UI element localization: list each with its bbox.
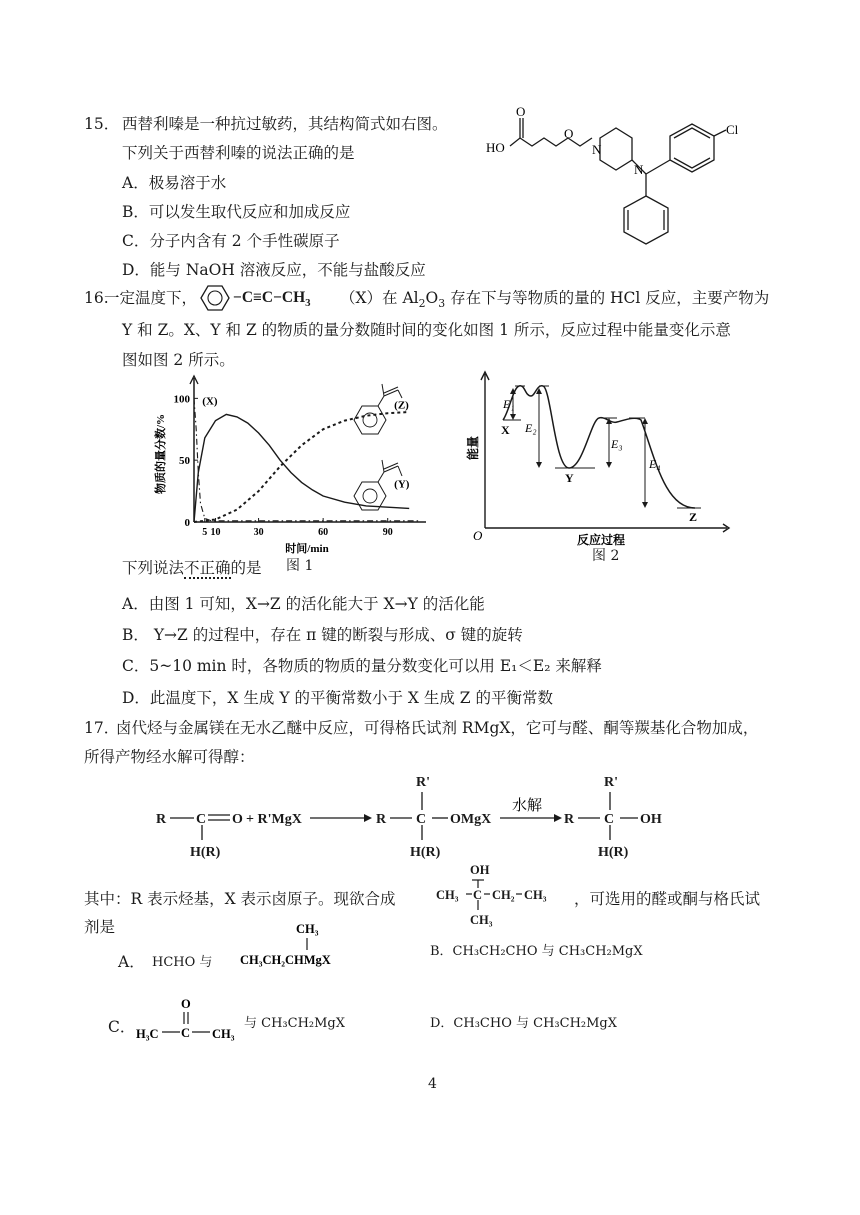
- target-ch3-bottom: CH₃: [470, 913, 493, 927]
- fig1-x-tick-label: 5: [202, 527, 208, 538]
- option-c-ch3: CH₃: [212, 1027, 235, 1041]
- fig1-x-tick-label: 60: [318, 527, 329, 538]
- option-c-h3c: H₃C: [136, 1027, 159, 1041]
- q15-option-b: B．可以发生取代反应和加成反应: [122, 203, 351, 221]
- scheme-c3: C: [604, 812, 615, 827]
- scheme-rprime3: R': [604, 775, 618, 790]
- scheme-reagent: + R'MgX: [246, 812, 302, 827]
- q17-option-d: D．CH₃CHO 与 CH₃CH₂MgX: [430, 1016, 618, 1031]
- figure-2-energy-diagram: [465, 368, 735, 558]
- fig1-y-tick-label: 0: [184, 517, 190, 529]
- scheme-hr2: H(R): [410, 845, 441, 860]
- q17-number: 17．: [84, 719, 120, 737]
- fig1-y-tick-label: 100: [173, 393, 190, 406]
- scheme-oh: OH: [640, 812, 662, 827]
- fig1-x-tick-label: 30: [253, 527, 264, 538]
- target-oh: OH: [470, 863, 490, 877]
- page-number: 4: [428, 1076, 437, 1092]
- figure-1-chart: [150, 370, 450, 560]
- target-ch3-left: CH₃: [436, 888, 459, 902]
- fig1-series-x: [194, 395, 420, 520]
- fig1-x-tick-label: 90: [382, 527, 393, 538]
- scheme-o1: O: [232, 812, 243, 827]
- q16-option-d: D．此温度下，X 生成 Y 的平衡常数小于 X 生成 Z 的平衡常数: [122, 689, 553, 707]
- cl-label: Cl: [726, 122, 739, 137]
- option-c-c: C: [181, 1026, 191, 1040]
- scheme-c2: C: [416, 812, 427, 827]
- fig1-ylabel: 物质的量分数/%: [155, 413, 167, 495]
- scheme-hydrolysis: 水解: [512, 798, 543, 814]
- carbonyl-o-label: O: [516, 104, 526, 119]
- scheme-rprime2: R': [416, 775, 430, 790]
- grignard-reaction-scheme: [150, 768, 710, 868]
- n2-label: N: [634, 162, 644, 177]
- fig1-y-tick-label: 50: [179, 455, 190, 468]
- q15-stem-line1: 西替利嗪是一种抗过敏药，其结构简式如右图。: [122, 115, 448, 133]
- scheme-c1: C: [196, 812, 207, 827]
- target-ch2: CH₂: [492, 888, 515, 902]
- q16-intro-b: （X）在 $Al_2O_3$ 存在下与等物质的量的 HCl 反应，主要产物为: [340, 289, 770, 311]
- fig1-x-tick-label: 10: [210, 527, 221, 538]
- q17-target-line2: 剂是: [84, 918, 116, 936]
- option-a-molecule: [238, 918, 368, 978]
- scheme-hr1: H(R): [190, 845, 221, 860]
- dotted-emphasis: 不正确: [184, 559, 231, 577]
- fig2-e1-label: E₁: [503, 397, 515, 411]
- fig2-x-label: X: [501, 423, 510, 437]
- scheme-r3: R: [564, 812, 575, 827]
- q15-option-d: D．能与 NaOH 溶液反应，不能与盐酸反应: [122, 261, 426, 279]
- fig1-series-z: [194, 412, 409, 522]
- fig2-y-label: Y: [565, 471, 574, 485]
- q16-option-c: C．5~10 min 时，各物质的物质的量分数变化可以用 E₁＜E₂ 来解释: [122, 657, 602, 675]
- option-a-ch3-top: CH₃: [296, 922, 319, 936]
- q17-line1: 卤代烃与金属镁在无水乙醚中反应，可得格氏试剂 RMgX，它可与醛、酮等羰基化合物加成，: [116, 719, 759, 737]
- fig2-e3-label: E₃: [611, 437, 623, 451]
- scheme-r1: R: [156, 812, 167, 827]
- q16-x-formula: $-C\equiv C-CH_3$: [233, 289, 311, 310]
- scheme-r2: R: [376, 812, 387, 827]
- q16-number: 16.: [84, 289, 109, 307]
- option-c-o: O: [181, 997, 191, 1011]
- ether-o-label: O: [564, 126, 574, 141]
- q16-question: 下列说法不正确的是: [122, 559, 262, 577]
- q17-option-a-text: HCHO 与: [152, 955, 213, 970]
- q16-intro-a: 一定温度下，: [104, 289, 198, 307]
- q16-option-b: B． Y→Z 的过程中，存在 π 键的断裂与形成、σ 键的旋转: [122, 626, 523, 644]
- q17-option-a-label: A．: [118, 953, 145, 971]
- fig2-origin-label: O: [473, 528, 483, 543]
- q17-target-prefix: 其中：R 表示烃基，X 表示卤原子。现欲合成: [84, 890, 396, 908]
- q17-option-b: B．CH₃CH₂CHO 与 CH₃CH₂MgX: [430, 944, 643, 959]
- option-a-main: CH₃CH₂CHMgX: [240, 953, 331, 967]
- target-c: C: [473, 888, 483, 902]
- fig2-e4-label: E₄: [649, 457, 661, 471]
- fig2-ylabel: 能量: [466, 435, 480, 460]
- q17-target-suffix: ，可选用的醛或酮与格氏试: [574, 890, 761, 908]
- q15-stem-line2: 下列关于西替利嗪的说法正确的是: [122, 144, 355, 162]
- fig1-xlabel: 时间/min: [285, 543, 329, 555]
- option-c-acetone: [134, 996, 244, 1046]
- fig2-xlabel: 反应过程: [577, 533, 626, 547]
- fig1-series-y: [194, 414, 409, 522]
- fig1-caption: 图 1: [286, 558, 314, 574]
- q16-line2: Y 和 Z。X、Y 和 Z 的物质的量分数随时间的变化如图 1 所示，反应过程中能量变化示意: [122, 321, 731, 339]
- q15-option-c: C．分子内含有 2 个手性碳原子: [122, 232, 340, 250]
- q15-number: 15．: [84, 115, 120, 133]
- fig2-e2-label: E₂: [525, 421, 537, 435]
- target-ch3-right: CH₃: [524, 888, 547, 902]
- fig2-z-label: Z: [689, 510, 698, 524]
- scheme-hr3: H(R): [598, 845, 629, 860]
- fig1-label-x: (X): [202, 395, 218, 408]
- target-molecule: [432, 858, 572, 938]
- cetirizine-structure: [480, 98, 770, 248]
- benzene-ring-icon: [197, 283, 233, 313]
- n1-label: N: [592, 142, 602, 157]
- q17-option-c-label: C．: [108, 1018, 136, 1036]
- fig1-label-y: (Y): [394, 478, 410, 491]
- scheme-omgx: OMgX: [450, 812, 492, 827]
- fig2-caption: 图 2: [592, 548, 620, 564]
- q17-option-c-text: 与 CH₃CH₂MgX: [244, 1016, 346, 1031]
- ho-label: HO: [486, 140, 505, 155]
- q16-line3: 图如图 2 所示。: [122, 351, 235, 369]
- q15-option-a: A．极易溶于水: [122, 174, 227, 192]
- q17-line2: 所得产物经水解可得醇：: [84, 748, 255, 766]
- fig1-label-z: (Z): [394, 399, 409, 412]
- q16-option-a: A．由图 1 可知，X→Z 的活化能大于 X→Y 的活化能: [122, 595, 485, 613]
